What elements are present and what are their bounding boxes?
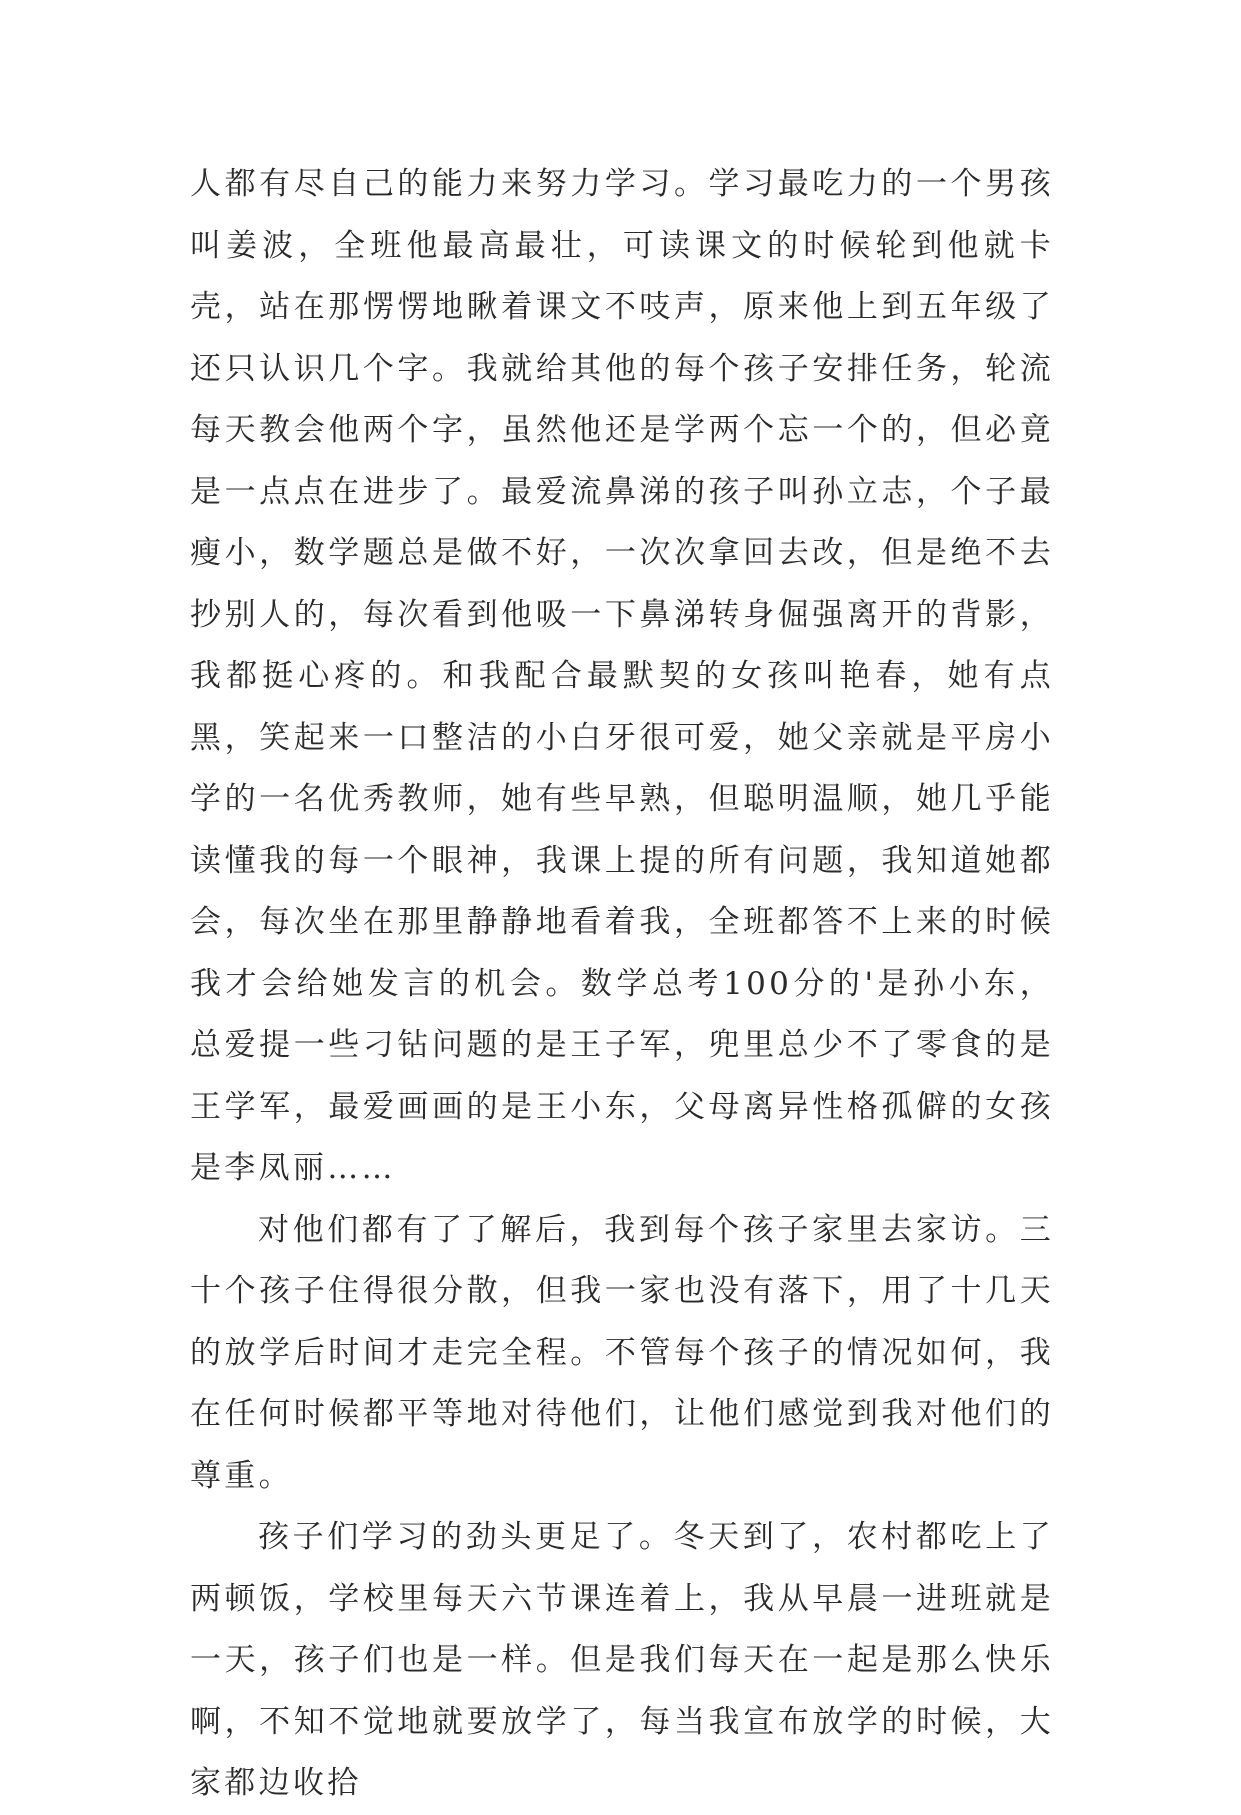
body-text: [190, 154, 1054, 1815]
paragraph-winter: 孩子们学习的劲头更足了。冬天到了，农村都吃上了两顿饭，学校里每天六节课连着上，我从早晨一进班就是一天，孩子们也是一样。但是我们每天在一起是那么快乐啊，不知不觉地就要放学了，每当我宣布放学的时候，大家都边收拾: [190, 1519, 1054, 1801]
paragraph-continued: 人都有尽自己的能力来努力学习。学习最吃力的一个男孩叫姜波，全班他最高最壮，可读课文的时候轮到他就卡壳，站在那愣愣地瞅着课文不吱声，原来他上到五年级了还只认识几个字。我就给其他的每个孩子安排任务，轮流每天教会他两个字，虽然他还是学两个忘一个的，但必竟是一点点在进步了。最爱流鼻涕的孩子叫孙立志，个子最瘦小，数学题总是做不好，一次次拿回去改，但是绝不去抄别人的，每次看到他吸一下鼻涕转身倔强离开的背影，我都挺心疼的。和我配合最默契的女孩叫艳春，她有点黑，笑起来一口整洁的小白牙很可爱，她父亲就是平房小学的一名优秀教师，她有些早熟，但聪明温顺，她几乎能读懂我的每一个眼神，我课上提的所有问题，我知道她都会，每次坐在那里静静地看着我，全班都答不上来的时候我才会给她发言的机会。数学总考100分的'是孙小东，总爱提一些刁钻问题的是王子军，兜里总少不了零食的是王学军，最爱画画的是王小东，父母离异性格孤僻的女孩是李凤丽……: [190, 166, 1054, 1186]
paragraph-home-visits: 对他们都有了了解后，我到每个孩子家里去家访。三十个孩子住得很分散，但我一家也没有落下，用了十几天的放学后时间才走完全程。不管每个孩子的情况如何，我在任何时候都平等地对待他们，让他们感觉到我对他们的尊重。: [190, 1211, 1054, 1494]
